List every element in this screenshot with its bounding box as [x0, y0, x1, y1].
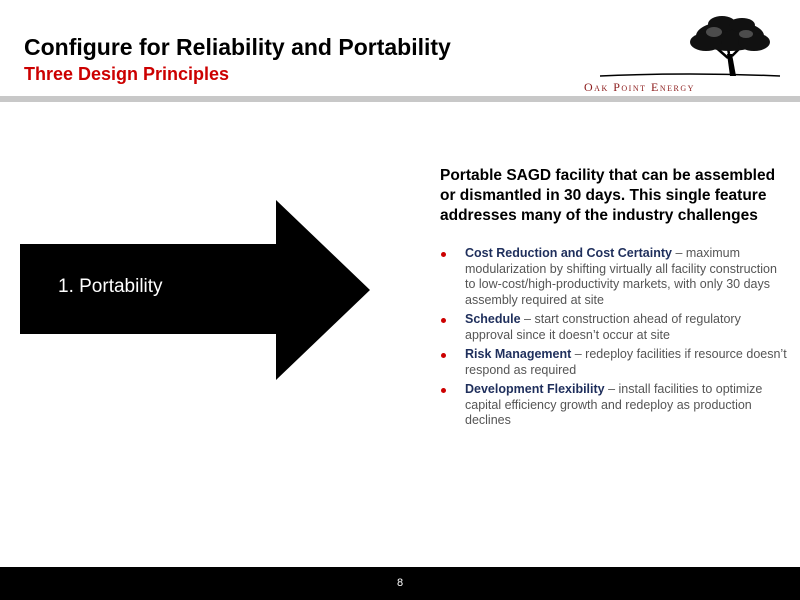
bullet-term: Schedule — [465, 312, 521, 326]
company-logo — [580, 14, 790, 94]
bullet-dot-icon — [441, 318, 446, 323]
bullet-dot-icon — [441, 353, 446, 358]
bullet-term: Development Flexibility — [465, 382, 605, 396]
bullet-list — [440, 246, 790, 433]
bullet-text: – install facilities to optimize capital efficiency growth and redeploy as production declines — [465, 382, 763, 427]
header-divider — [0, 96, 800, 102]
bullet-dot-icon — [441, 388, 446, 393]
bullet-text: – start construction ahead of regulatory approval since it doesn’t occur at site — [465, 312, 741, 342]
list-item — [440, 382, 790, 429]
list-item — [440, 312, 790, 343]
bullet-text: – maximum modularization by shifting virtually all facility construction to low-cost/high-productivity markets, with only 30 days assembly required at site — [465, 246, 777, 307]
arrow-label: 1. Portability — [58, 276, 163, 297]
page-number: 8 — [396, 577, 404, 589]
bullet-text: – redeploy facilities if resource doesn’t respond as required — [465, 347, 787, 377]
bullet-term: Risk Management — [465, 347, 572, 361]
slide-subtitle: Three Design Principles — [24, 64, 230, 84]
oak-tree-logo-icon — [580, 14, 790, 84]
list-item — [440, 347, 790, 378]
bullet-term: Cost Reduction and Cost Certainty — [465, 246, 672, 260]
logo-text: Oak Point Energy — [584, 80, 695, 94]
intro-text: Portable SAGD facility that can be assembled or dismantled in 30 days. This single feature addresses many of the industry challenges — [440, 167, 776, 224]
bullet-dot-icon — [441, 252, 446, 257]
list-item — [440, 246, 790, 308]
slide-title: Configure for Reliability and Portability — [24, 34, 451, 60]
